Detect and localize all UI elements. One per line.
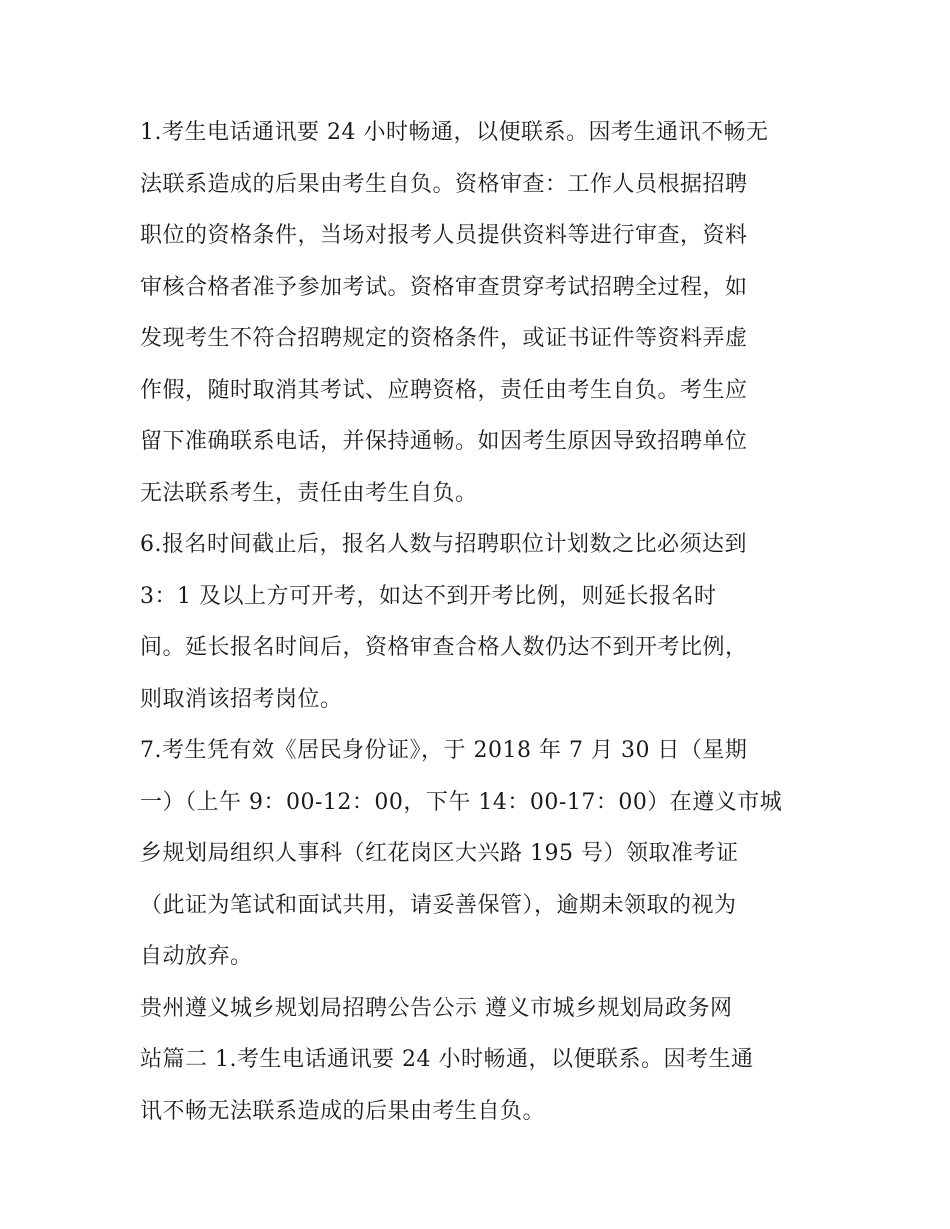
text-line: 审核合格者准予参加考试。资格审查贯穿考试招聘全过程，如 [140,274,748,300]
text-line: 贵州遵义城乡规划局招聘公告公示 遵义市城乡规划局政务网 [140,995,733,1021]
text-line: 乡规划局组织人事科（红花岗区大兴路 195 号）领取准考证 [140,841,739,866]
text-line: 职位的资格条件，当场对报考人员提供资料等进行审查，资料 [140,223,748,248]
text-line: 6.报名时间截止后，报名人数与招聘职位计划数之比必须达到 [140,532,747,557]
text-line: 7.考生凭有效《居民身份证》，于 2018 年 7 月 30 日（星期 [140,738,748,763]
text-line: 法联系造成的后果由考生自负。资格审查：工作人员根据招聘 [140,171,748,197]
text-line: 自动放弃。 [140,944,253,969]
document-body [140,107,820,1137]
text-line: 无法联系考生，责任由考生自负。 [140,480,478,506]
text-line: 一）（上午 9：00-12：00，下午 14：00-17：00）在遵义市城 [140,789,783,815]
text-line: 1.考生电话通讯要 24 小时畅通，以便联系。因考生通讯不畅无 [140,120,769,145]
text-line: 间。延长报名时间后，资格审查合格人数仍达不到开考比例， [140,635,748,660]
text-line: 留下准确联系电话，并保持通畅。如因考生原因导致招聘单位 [140,429,748,454]
text-line: 讯不畅无法联系造成的后果由考生自负。 [140,1098,546,1124]
text-line: 3：1 及以上方可开考，如达不到开考比例，则延长报名时 [140,583,717,609]
text-line: 则取消该招考岗位。 [140,686,343,712]
text-line: （此证为笔试和面试共用，请妥善保管），逾期未领取的视为 [140,892,737,918]
text-line: 站篇二 1.考生电话通讯要 24 小时畅通，以便联系。因考生通 [140,1047,754,1072]
text-line: 作假，随时取消其考试、应聘资格，责任由考生自负。考生应 [140,377,748,403]
text-line: 发现考生不符合招聘规定的资格条件，或证书证件等资料弄虚 [140,326,748,351]
